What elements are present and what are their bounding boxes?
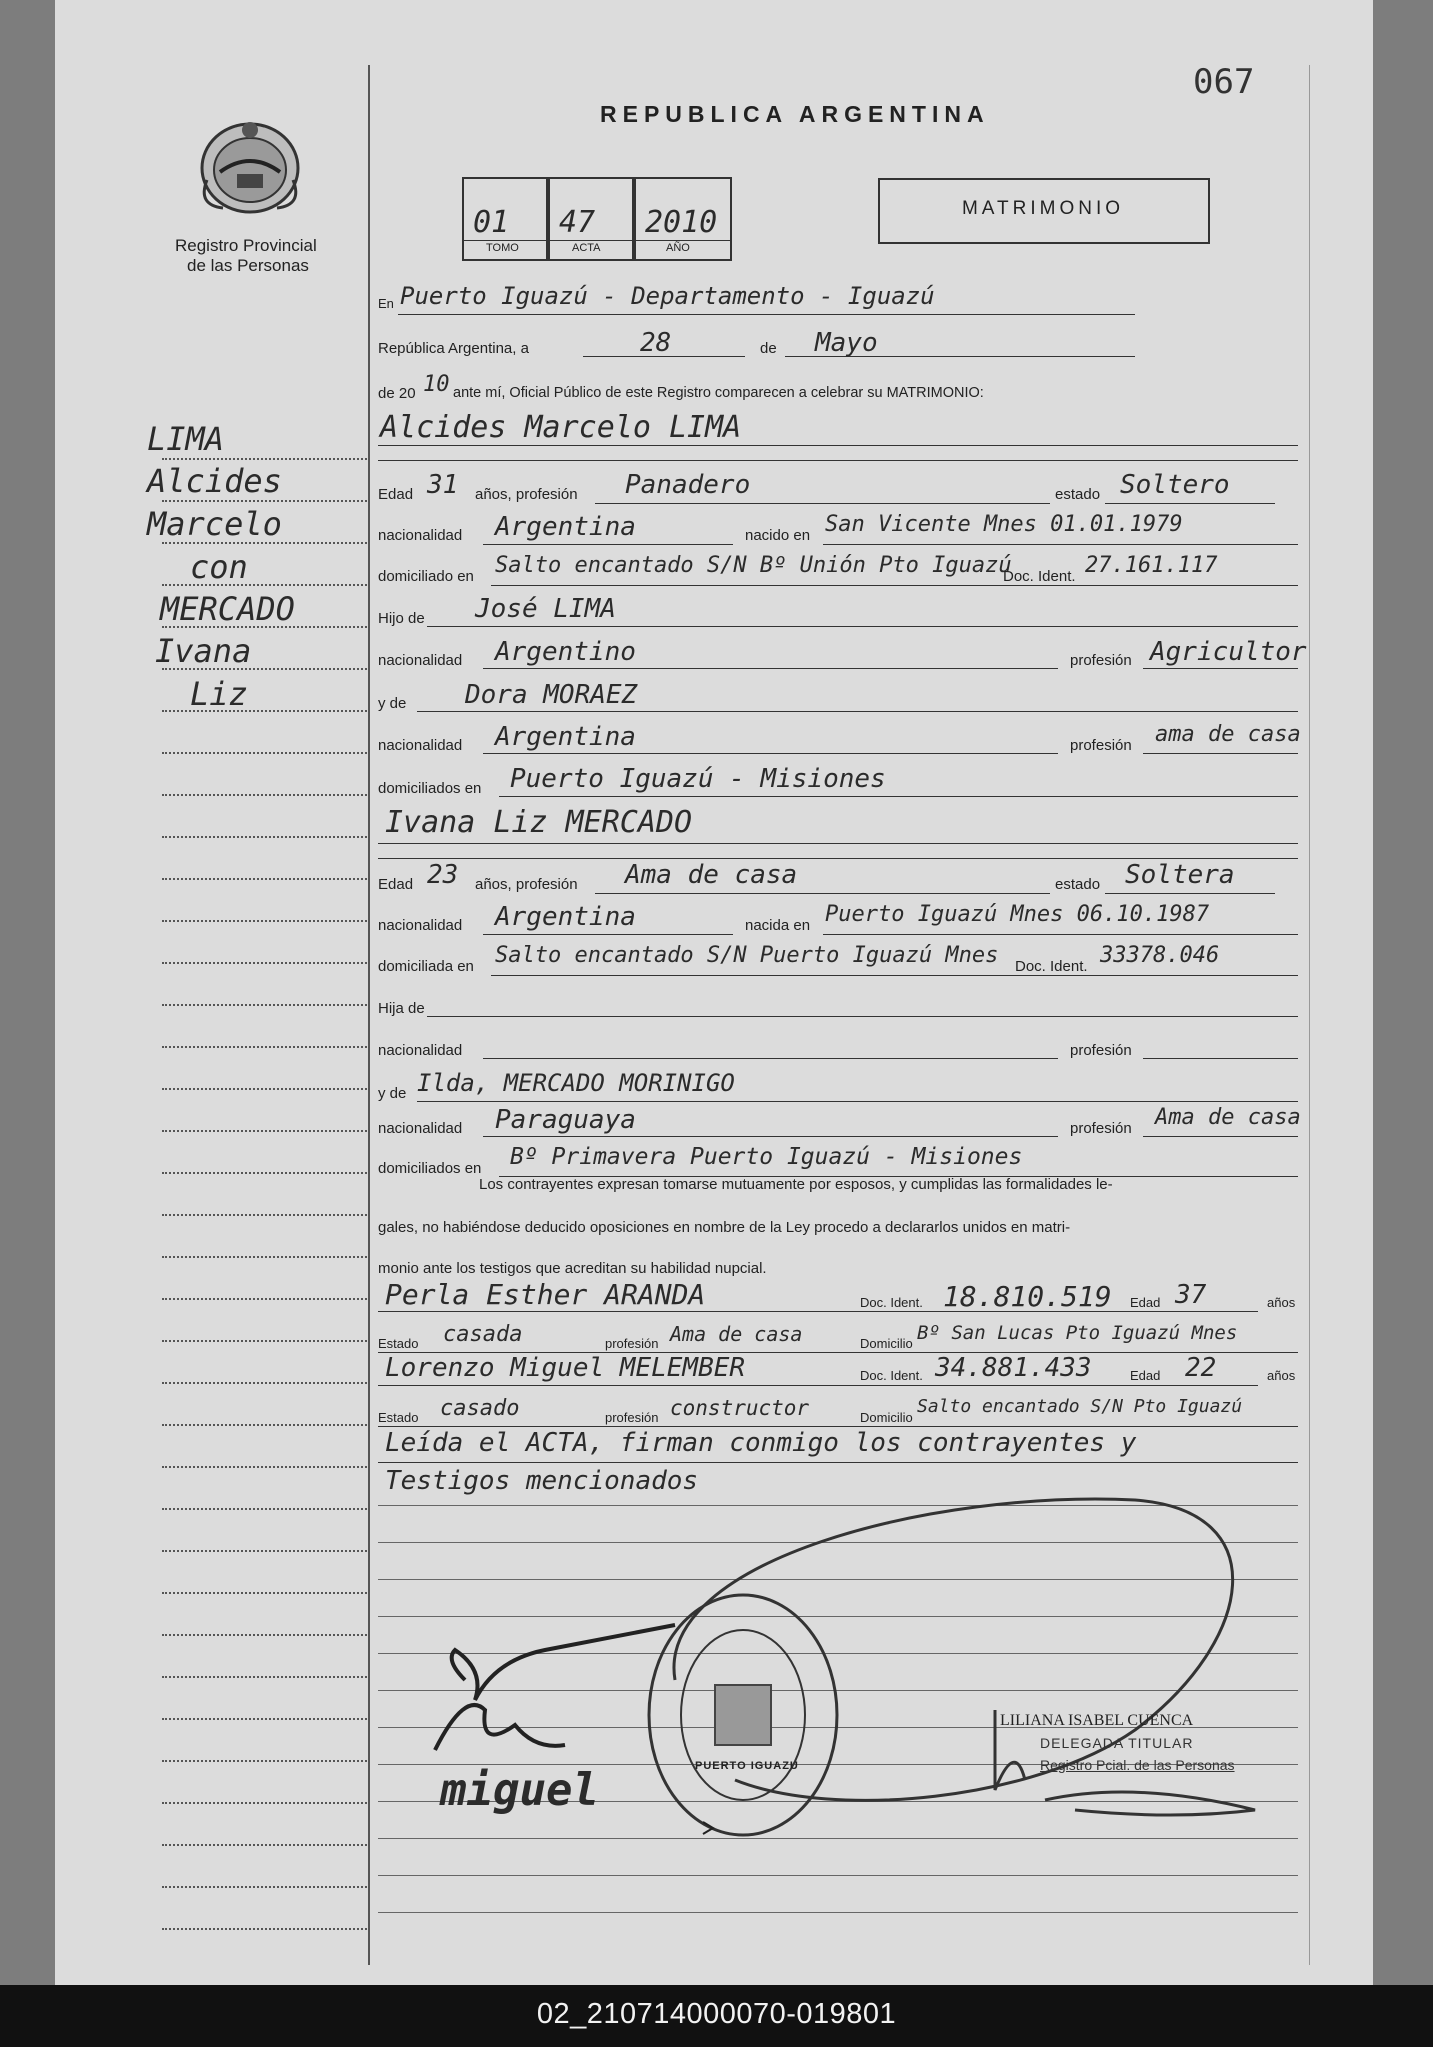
groom-padre-prof: Agricultor <box>1150 637 1307 667</box>
groom-nac-label: nacionalidad <box>378 527 463 544</box>
witness2-estado-label: Estado <box>378 1410 419 1425</box>
act-type-label: MATRIMONIO <box>961 198 1125 219</box>
bride-doc: 33378.046 <box>1100 943 1220 968</box>
margin-ruled-line <box>162 752 367 754</box>
place-value: Puerto Iguazú - Departamento - Iguazú <box>400 282 935 310</box>
witness2-domicilio: Salto encantado S/N Pto Iguazú <box>917 1396 1243 1417</box>
officer-name: LILIANA ISABEL CUENCA <box>1000 1712 1194 1729</box>
witness2-profesion: constructor <box>670 1396 810 1420</box>
ruled-line <box>378 1912 1298 1913</box>
officer-org: Registro Pcial. de las Personas <box>1040 1757 1235 1773</box>
margin-ruled-line <box>162 542 367 544</box>
witness1-edad-label: Edad <box>1130 1295 1161 1310</box>
groom-edad: 31 <box>427 470 459 500</box>
bride-nacida-en: Puerto Iguazú Mnes 06.10.1987 <box>825 902 1210 927</box>
witness1-doc-label: Doc. Ident. <box>860 1295 923 1310</box>
bride-profesion: Ama de casa <box>625 860 798 890</box>
registry-name-line1: Registro Provincial <box>175 236 317 255</box>
bride-padres-dom: Bº Primavera Puerto Iguazú - Misiones <box>510 1144 1023 1170</box>
witness1-dom-label: Domicilio <box>860 1336 913 1351</box>
declaration-line2: gales, no habiéndose deducido oposiciones en nombre de la Ley procedo a declararlos unidos en matri- <box>378 1219 1071 1236</box>
margin-name-line: con <box>190 548 248 586</box>
en-label: En <box>378 296 394 311</box>
groom-madre-nac: Argentina <box>495 722 636 752</box>
margin-ruled-line <box>162 1760 367 1762</box>
registry-name-line2: de las Personas <box>187 256 309 275</box>
right-border <box>1309 65 1310 1965</box>
margin-ruled-line <box>162 1340 367 1342</box>
margin-ruled-line <box>162 458 367 460</box>
witness1-anos-label: años <box>1267 1295 1296 1310</box>
margin-ruled-line <box>162 1088 367 1090</box>
witness1-estado: casada <box>443 1322 523 1347</box>
margin-ruled-line <box>162 1844 367 1846</box>
margin-name-line: MERCADO <box>160 590 295 628</box>
signature-groom <box>425 1620 685 1760</box>
margin-ruled-line <box>162 1214 367 1216</box>
bride-name: Ivana Liz MERCADO <box>385 805 693 840</box>
groom-padres-dom: Puerto Iguazú - Misiones <box>510 764 886 794</box>
margin-ruled-line <box>162 1046 367 1048</box>
witness1-doc: 18.810.519 <box>943 1280 1112 1313</box>
witness1-name: Perla Esther ARANDA <box>385 1278 706 1311</box>
officer-title: DELEGADA TITULAR <box>1040 1735 1194 1751</box>
bride-padres-dom-label: domiciliados en <box>378 1160 482 1177</box>
groom-hijo-label: Hijo de <box>378 610 425 627</box>
witness1-estado-label: Estado <box>378 1336 419 1351</box>
year-label: de 20 <box>378 385 416 402</box>
closing-line1: Leída el ACTA, firman conmigo los contrayentes y <box>385 1428 1137 1458</box>
witness2-name: Lorenzo Miguel MELEMBER <box>385 1353 746 1383</box>
declaration-line1: Los contrayentes expresan tomarse mutuamente por esposos, y cumplidas las formalidades le- <box>479 1176 1113 1193</box>
groom-padre-nac: Argentino <box>495 637 636 667</box>
witness1-prof-label: profesión <box>605 1336 659 1351</box>
witness2-doc-label: Doc. Ident. <box>860 1368 923 1383</box>
margin-ruled-line <box>162 794 367 796</box>
anio-value: 2010 <box>645 205 718 240</box>
margin-ruled-line <box>162 962 367 964</box>
de-label: de <box>760 340 777 357</box>
acta-label: ACTA <box>572 242 601 254</box>
groom-madre: Dora MORAEZ <box>465 680 638 710</box>
margin-name-line: Ivana <box>155 632 252 670</box>
groom-nacido-label: nacido en <box>745 527 811 544</box>
bride-domicilio: Salto encantado S/N Puerto Iguazú Mnes <box>495 943 999 968</box>
bride-yde-label: y de <box>378 1085 407 1102</box>
margin-ruled-line <box>162 878 367 880</box>
stamp-city: PUERTO IGUAZU <box>695 1760 799 1772</box>
groom-edad-label: Edad <box>378 486 414 503</box>
intro-text: ante mí, Oficial Público de este Registro comparecen a celebrar su MATRIMONIO: <box>453 385 984 401</box>
bride-estado: Soltera <box>1125 860 1235 890</box>
margin-ruled-line <box>162 1592 367 1594</box>
bride-edad: 23 <box>427 860 459 890</box>
bride-madre-nac-label: nacionalidad <box>378 1120 463 1137</box>
margin-ruled-line <box>162 1424 367 1426</box>
groom-estado-label: estado <box>1055 486 1101 503</box>
province-emblem-icon <box>195 110 305 220</box>
margin-ruled-line <box>162 920 367 922</box>
witness1-profesion: Ama de casa <box>670 1322 803 1346</box>
groom-nacionalidad: Argentina <box>495 512 636 542</box>
margin-ruled-line <box>162 836 367 838</box>
groom-anos-label: años, profesión <box>475 486 578 503</box>
margin-ruled-line <box>162 1508 367 1510</box>
bride-estado-label: estado <box>1055 876 1101 893</box>
margin-ruled-line <box>162 1802 367 1804</box>
margin-ruled-line <box>162 584 367 586</box>
document-page <box>55 0 1373 1985</box>
year-suffix: 10 <box>423 372 450 397</box>
margin-ruled-line <box>162 1382 367 1384</box>
month-value: Mayo <box>815 328 878 358</box>
margin-ruled-line <box>162 1130 367 1132</box>
declaration-line3: monio ante los testigos que acreditan su habilidad nupcial. <box>378 1260 767 1277</box>
groom-doc: 27.161.117 <box>1085 553 1218 578</box>
groom-padre-nac-label: nacionalidad <box>378 652 463 669</box>
tomo-label: TOMO <box>486 242 519 254</box>
margin-ruled-line <box>162 626 367 628</box>
signature-officer <box>955 1700 1275 1840</box>
margin-ruled-line <box>162 1718 367 1720</box>
groom-madre-nac-label: nacionalidad <box>378 737 463 754</box>
margin-ruled-line <box>162 500 367 502</box>
bride-edad-label: Edad <box>378 876 414 893</box>
scan-id: 02_210714000070-019801 <box>536 1998 897 2030</box>
groom-padre: José LIMA <box>475 594 616 624</box>
margin-ruled-line <box>162 1172 367 1174</box>
witness2-edad: 22 <box>1185 1353 1217 1383</box>
groom-yde-label: y de <box>378 695 407 712</box>
margin-ruled-line <box>162 1256 367 1258</box>
margin-name-line: LIMA <box>147 420 225 458</box>
bride-nac-label: nacionalidad <box>378 917 463 934</box>
bride-madre-prof-label: profesión <box>1070 1120 1132 1137</box>
bride-doc-label: Doc. Ident. <box>1015 958 1088 975</box>
country-title: REPUBLICA ARGENTINA <box>600 101 990 127</box>
tomo-value: 01 <box>473 205 510 240</box>
witness2-estado: casado <box>440 1396 520 1421</box>
anio-label: AÑO <box>666 242 690 254</box>
witness2-anos-label: años <box>1267 1368 1296 1383</box>
margin-ruled-line <box>162 1550 367 1552</box>
bride-padre-prof-label: profesión <box>1070 1042 1132 1059</box>
witness2-edad-label: Edad <box>1130 1368 1161 1383</box>
signature-miguel: miguel <box>440 1765 599 1816</box>
page-number: 067 <box>1193 62 1255 102</box>
margin-ruled-line <box>162 710 367 712</box>
margin-name-line: Alcides <box>147 462 282 500</box>
witness2-prof-label: profesión <box>605 1410 659 1425</box>
day-value: 28 <box>640 328 672 358</box>
bride-dom-label: domiciliada en <box>378 958 474 975</box>
bride-hija-label: Hija de <box>378 1000 425 1017</box>
margin-ruled-line <box>162 1676 367 1678</box>
margin-ruled-line <box>162 1004 367 1006</box>
groom-domicilio: Salto encantado S/N Bº Unión Pto Iguazú <box>495 553 1012 578</box>
witness1-domicilio: Bº San Lucas Pto Iguazú Mnes <box>917 1322 1238 1344</box>
groom-estado: Soltero <box>1120 470 1230 500</box>
republica-label: República Argentina, a <box>378 340 529 357</box>
bride-nacionalidad: Argentina <box>495 902 636 932</box>
margin-name-line: Marcelo <box>147 505 282 543</box>
bride-padre-nac-label: nacionalidad <box>378 1042 463 1059</box>
bride-madre: Ilda, MERCADO MORINIGO <box>417 1069 735 1097</box>
groom-madre-prof-label: profesión <box>1070 737 1132 754</box>
groom-nacido-en: San Vicente Mnes 01.01.1979 <box>825 512 1183 537</box>
bride-nacida-label: nacida en <box>745 917 811 934</box>
witness2-dom-label: Domicilio <box>860 1410 913 1425</box>
groom-madre-prof: ama de casa <box>1155 722 1301 747</box>
ruled-line <box>378 1875 1298 1876</box>
bride-anos-label: años, profesión <box>475 876 578 893</box>
bride-madre-nac: Paraguaya <box>495 1105 636 1135</box>
groom-doc-label: Doc. Ident. <box>1003 568 1076 585</box>
closing-line2: Testigos mencionados <box>385 1466 699 1496</box>
groom-padre-prof-label: profesión <box>1070 652 1132 669</box>
groom-dom-label: domiciliado en <box>378 568 474 585</box>
margin-ruled-line <box>162 1298 367 1300</box>
margin-name-line: Liz <box>190 675 248 713</box>
witness1-edad: 37 <box>1175 1280 1207 1310</box>
witness2-doc: 34.881.433 <box>935 1353 1092 1383</box>
groom-name: Alcides Marcelo LIMA <box>380 410 742 445</box>
acta-value: 47 <box>559 205 596 240</box>
margin-ruled-line <box>162 1634 367 1636</box>
margin-divider <box>368 65 370 1965</box>
margin-ruled-line <box>162 1466 367 1468</box>
groom-padres-dom-label: domiciliados en <box>378 780 482 797</box>
bride-madre-prof: Ama de casa <box>1155 1105 1301 1130</box>
groom-profesion: Panadero <box>625 470 751 500</box>
margin-ruled-line <box>162 1886 367 1888</box>
margin-ruled-line <box>162 1928 367 1930</box>
margin-ruled-line <box>162 668 367 670</box>
